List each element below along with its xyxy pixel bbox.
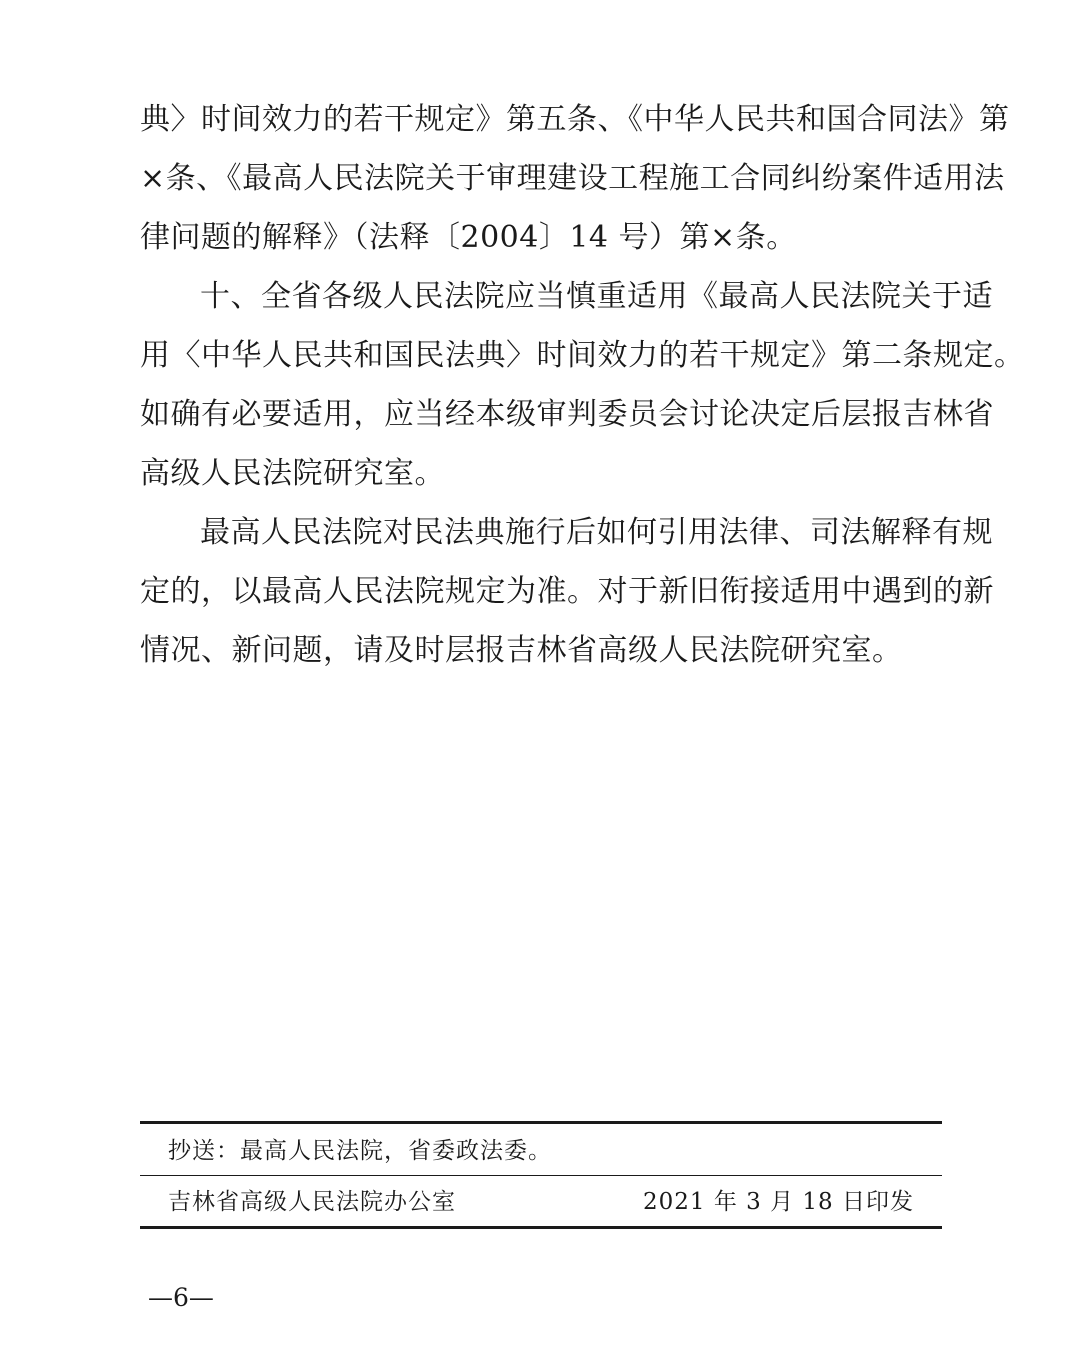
body-line: 典〉时间效力的若干规定》第五条、《中华人民共和国合同法》第 — [140, 102, 1010, 137]
body-line: 高级人民法院研究室。 — [140, 456, 445, 491]
body-line: ×条、《最高人民法院关于审理建设工程施工合同纠纷案件适用法 — [140, 161, 1005, 196]
body-line: 十、全省各级人民法院应当慎重适用《最高人民法院关于适 — [200, 279, 993, 314]
cc-line: 抄送：最高人民法院，省委政法委。 — [168, 1138, 552, 1164]
issue-date: 2021 年 3 月 18 日印发 — [643, 1189, 914, 1215]
page-number: —6— — [148, 1283, 214, 1312]
body-line: 律问题的解释》（法释〔2004〕14 号）第×条。 — [140, 220, 797, 255]
footer-bottom-rule — [140, 1226, 942, 1229]
body-line: 用〈中华人民共和国民法典〉时间效力的若干规定》第二条规定。 — [140, 338, 1025, 373]
footer-middle-rule — [140, 1175, 942, 1176]
footer-top-rule — [140, 1121, 942, 1124]
issuer: 吉林省高级人民法院办公室 — [168, 1189, 456, 1215]
body-line: 情况、新问题，请及时层报吉林省高级人民法院研究室。 — [140, 633, 903, 668]
document-body — [140, 90, 1025, 680]
body-line: 定的，以最高人民法院规定为准。对于新旧衔接适用中遇到的新 — [140, 574, 994, 609]
body-line: 如确有必要适用，应当经本级审判委员会讨论决定后层报吉林省 — [140, 397, 994, 432]
body-line: 最高人民法院对民法典施行后如何引用法律、司法解释有规 — [200, 515, 993, 550]
